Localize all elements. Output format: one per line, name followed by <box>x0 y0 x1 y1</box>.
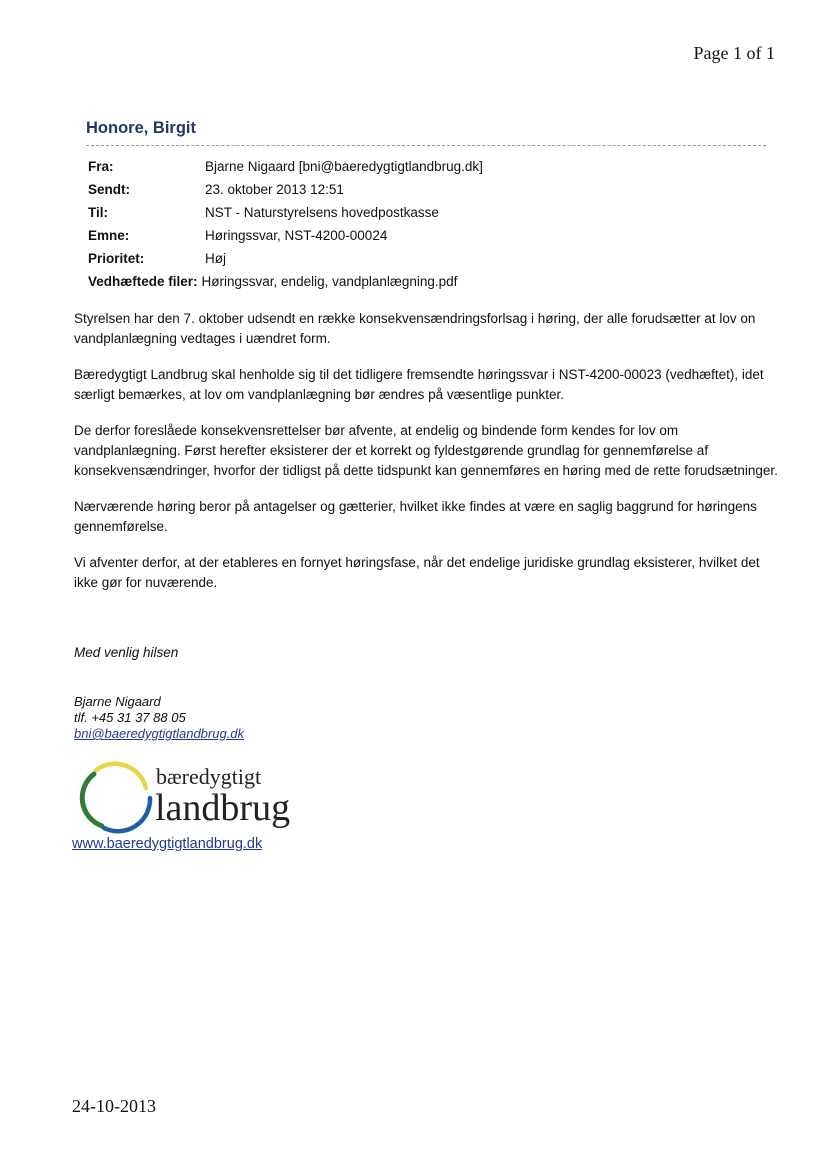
email-metadata <box>88 155 483 293</box>
logo-text-bottom: landbrug <box>155 787 291 829</box>
meta-label: Prioritet: <box>88 251 145 266</box>
body-paragraph: Styrelsen har den 7. oktober udsendt en række konsekvensændringsforlsag i høring, der alle forudsætter at lov on vandplanlægning vedtages i uændret form. <box>74 311 756 346</box>
meta-label: Sendt: <box>88 182 130 197</box>
meta-value: NST - Naturstyrelsens hovedpostkasse <box>205 205 439 220</box>
logo-text-top: bæredygtigt <box>156 764 262 789</box>
body-paragraph: Nærværende høring beror på antagelser og gætterier, hvilket ikke findes at være en saglig baggrund for høringens gennemførelse. <box>74 499 757 534</box>
print-date: 24-10-2013 <box>72 1096 156 1116</box>
page-number: Page 1 of 1 <box>693 43 775 63</box>
sender-display-name: Honore, Birgit <box>86 119 196 137</box>
body-paragraph: Bæredygtigt Landbrug skal henholde sig til det tidligere fremsendte høringssvar i NST-4200-00023 (vedhæftet), idet særligt bemærkes, at lov om vandplanlægning bør ændres på væsentlige punkter. <box>74 367 764 402</box>
company-logo <box>74 758 314 838</box>
meta-row-sent <box>88 178 483 201</box>
logo-ring-icon <box>74 758 154 838</box>
signature-email-link[interactable]: bni@baeredygtigtlandbrug.dk <box>74 726 245 741</box>
signature-phone: tlf. +45 31 37 88 05 <box>74 710 186 725</box>
body-paragraph: De derfor foreslåede konsekvensrettelser bør afvente, at endelig og bindende form kendes for lov om vandplanlægning. Først herefter eksisterer der et korrekt og fyldestgørende grundlag for gennemførelse af konsekvensændringer, hvorfor der tidligst på dette tidspunkt kan gennemføres en høring med de rette forudsætninger. <box>74 423 778 478</box>
meta-value: Høringssvar, NST-4200-00024 <box>205 228 388 243</box>
signature-block <box>74 694 244 742</box>
attachment-link[interactable]: Høringssvar, endelig, vandplanlægning.pdf <box>201 274 458 289</box>
meta-row-priority <box>88 247 483 270</box>
meta-value: Bjarne Nigaard [bni@baeredygtigtlandbrug.dk] <box>205 159 483 174</box>
signature-name: Bjarne Nigaard <box>74 694 161 709</box>
meta-row-from <box>88 155 483 178</box>
closing-greeting: Med venlig hilsen <box>74 645 179 660</box>
meta-value: Høj <box>205 251 226 266</box>
meta-row-to <box>88 201 483 224</box>
website-link[interactable]: www.baeredygtigtlandbrug.dk <box>72 836 263 852</box>
body-paragraph: Vi afventer derfor, at der etableres en fornyet høringsfase, når det endelige juridiske grundlag eksisterer, hvilket det ikke gør for nuværende. <box>74 555 760 590</box>
email-body <box>74 309 784 609</box>
meta-label: Vedhæftede filer: <box>88 274 198 289</box>
meta-row-attachments <box>88 270 483 293</box>
meta-value: 23. oktober 2013 12:51 <box>205 182 344 197</box>
header-divider <box>86 145 766 146</box>
meta-label: Emne: <box>88 228 130 243</box>
meta-row-subject <box>88 224 483 247</box>
meta-label: Fra: <box>88 159 114 174</box>
meta-label: Til: <box>88 205 108 220</box>
